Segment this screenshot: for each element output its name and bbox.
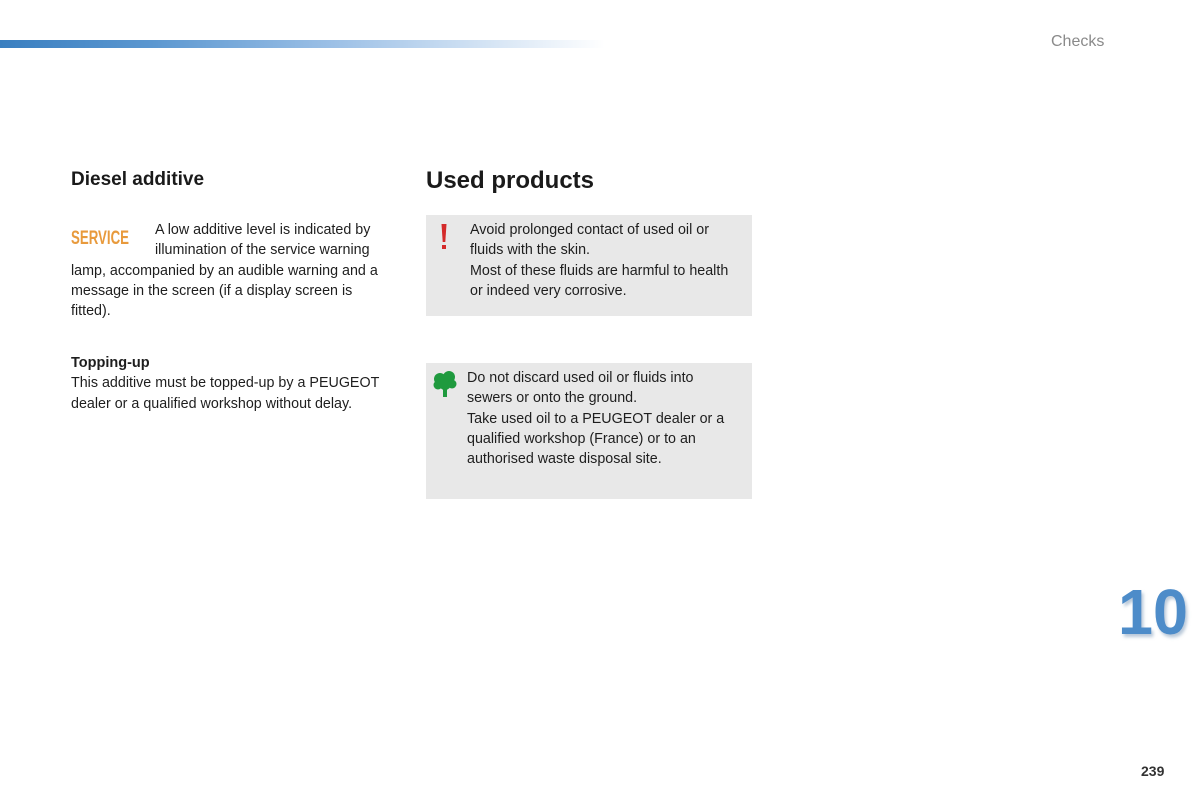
environment-text-2: Take used oil to a PEUGEOT dealer or a qualified workshop (France) or to an authorised waste disposal site. (467, 410, 725, 468)
warning-text-1: Avoid prolonged contact of used oil or fluids with the skin. (470, 222, 709, 259)
page-number: 239 (1141, 763, 1165, 779)
service-warning-icon (71, 222, 149, 252)
warning-text-2: Most of these fluids are harmful to health or indeed very corrosive. (470, 262, 729, 299)
environment-box (426, 363, 752, 499)
section-label: Checks (1051, 33, 1105, 50)
warning-box (426, 215, 752, 316)
header-gradient-bar (0, 40, 605, 48)
diesel-intro-text: A low additive level is indicated by illumination of the service warning lamp, accompanied by an audible warning and a message in the screen (if a display screen is fitted). (71, 222, 378, 320)
tree-environment-icon (433, 370, 457, 403)
chapter-number (1118, 576, 1190, 648)
exclamation-warning-icon (439, 223, 449, 256)
diesel-additive-section (71, 168, 391, 414)
topping-up-subheading: Topping-up (71, 355, 150, 372)
topping-up-text: This additive must be topped-up by a PEUGEOT dealer or a qualified workshop without delay. (71, 375, 380, 412)
used-products-heading: Used products (426, 167, 595, 194)
svg-text:10: 10 (1118, 576, 1188, 648)
environment-text-1: Do not discard used oil or fluids into sewers or onto the ground. (467, 370, 694, 407)
diesel-additive-heading: Diesel additive (71, 169, 205, 190)
diesel-intro-block (71, 220, 391, 321)
svg-text:SERVICE: SERVICE (71, 228, 129, 249)
